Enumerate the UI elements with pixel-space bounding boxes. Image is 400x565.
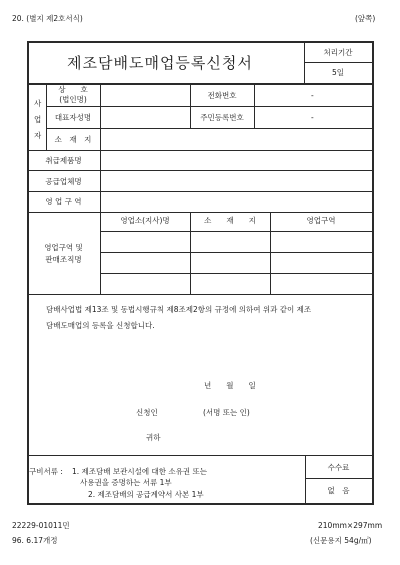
form-code: 22229-01011민	[12, 521, 70, 530]
form-top-border	[27, 41, 374, 43]
sales-area-label: 영 업 구 역	[45, 197, 82, 206]
branch-address-header: 소 재 지	[204, 216, 256, 225]
representative-label: 대표자성명	[54, 113, 92, 122]
application-date[interactable]: 년 월 일	[204, 381, 256, 390]
form-title: 제조담배도매업등록신청서	[67, 54, 253, 72]
attachment-item-1b: 사용권을 증명하는 서류 1부	[80, 478, 172, 487]
products-label: 취급제품명	[45, 156, 82, 165]
phone-value[interactable]: -	[311, 91, 314, 100]
addressee-label: 귀하	[146, 433, 161, 442]
branch-row-line-2	[100, 252, 372, 253]
applicant-row-line-1	[46, 106, 372, 107]
address-label: 소 재 지	[54, 135, 92, 144]
branch-area-header: 영업구역	[306, 216, 336, 225]
declaration-line-1: 담배사업법 제13조 및 동법시행규칙 제8조제2항의 규정에 의하여 위과 같이 제조	[46, 305, 312, 314]
resident-number-value[interactable]: -	[311, 113, 314, 122]
applicant-section-label: 사업자	[34, 99, 42, 140]
form-bottom-border	[27, 503, 374, 505]
fee-label: 수수료	[327, 463, 350, 472]
fields-row-line-3	[27, 212, 372, 213]
declaration-line-2: 담배도매업의 등록을 신청합니다.	[46, 321, 155, 330]
page-side-label: (앞쪽)	[355, 14, 376, 23]
attachments-top-line	[27, 455, 372, 456]
processing-period-value: 5일	[331, 68, 345, 77]
attachment-item-1a: 1. 제조담배 보관시설에 대한 소유권 또는	[72, 467, 207, 476]
form-number: 20. (별지 제2호서식)	[12, 14, 83, 23]
company-name-sublabel: (법인명)	[59, 95, 87, 104]
paper-size: 210mm×297mm	[318, 521, 383, 530]
attachment-item-2: 2. 제조담배의 공급계약서 사본 1부	[88, 490, 204, 499]
form-right-border	[372, 41, 374, 505]
form-left-border	[27, 41, 29, 505]
branch-bottom-line	[27, 294, 372, 295]
applicant-bottom-line	[27, 150, 372, 151]
applicant-signature-label: 신청인	[136, 408, 158, 417]
branch-row-label-2: 판매조직명	[45, 255, 82, 264]
applicant-label-divider	[100, 84, 101, 150]
attachments-label: 구비서류 :	[29, 467, 63, 476]
fields-label-divider	[100, 150, 101, 212]
branch-row-line-3	[100, 273, 372, 274]
branch-row-label-1: 영업구역 및	[44, 243, 83, 252]
applicant-row-line-2	[46, 128, 372, 129]
revision-date: 96. 6.17개정	[12, 536, 58, 545]
fee-value: 없 음	[327, 486, 350, 495]
fields-row-line-1	[27, 170, 372, 171]
processing-period-label: 처리기간	[323, 48, 353, 57]
paper-type: (신문용지 54g/㎡)	[310, 536, 372, 545]
signature-hint[interactable]: (서명 또는 인)	[203, 408, 250, 417]
fields-row-line-2	[27, 191, 372, 192]
processing-divider	[304, 62, 372, 63]
phone-label: 전화번호	[207, 91, 237, 100]
branch-office-header: 영업소(지사)명	[120, 216, 170, 225]
branch-row-line-1	[100, 231, 372, 232]
suppliers-label: 공급업체명	[45, 177, 82, 186]
resident-number-label: 주민등록번호	[200, 113, 244, 122]
company-name-label: 상 호	[58, 85, 88, 94]
fee-row-line	[305, 478, 372, 479]
